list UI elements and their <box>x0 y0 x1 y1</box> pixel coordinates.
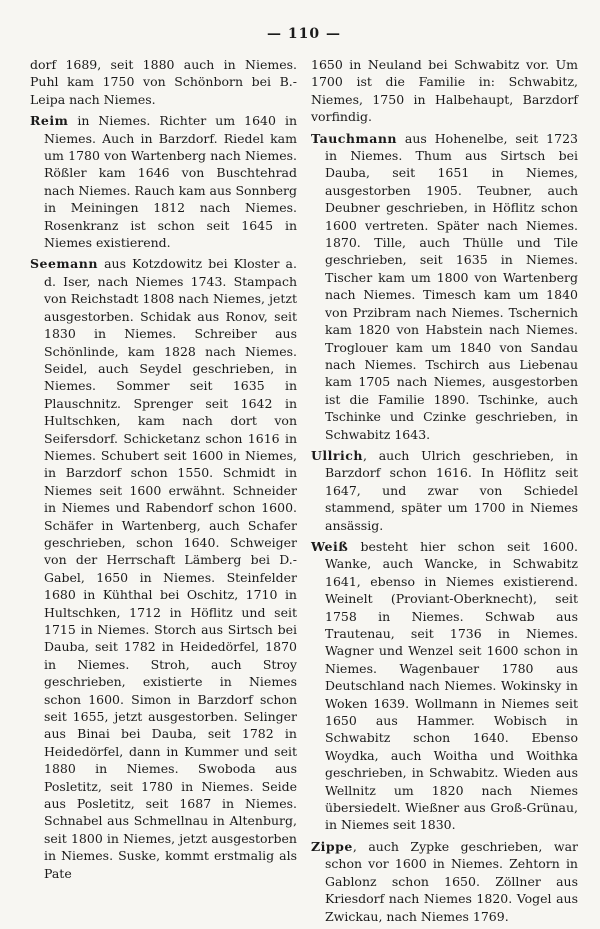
paragraph-text: dorf 1689, seit 1880 auch in Niemes. Puhl kam 1750 von Schönborn bei B.-Leipa nach Niemes. <box>30 57 297 107</box>
paragraph-text: aus Kotzdowitz bei Kloster a. d. Iser, nach Niemes 1743. Stampach von Reichstadt 1808 nach Niemes, jetzt ausgestorben. Schidak aus Ronov, seit 1830 in Niemes. Schreiber aus Schönlinde, kam 1828 nach Niemes. Seidel, auch Seydel geschrieben, in Niemes. Sommer seit 1635 in Plauschnitz. Sprenger seit 1642 in Hultschken, kam nach dort von Seifersdorf. Schicketanz schon 1616 in Niemes. Schubert seit 1600 in Niemes, in Barzdorf schon 1550. Schmidt in Niemes seit 1600 erwähnt. Schneider in Niemes und Rabendorf schon 1600. Schäfer in Wartenberg, auch Schafer geschrieben, schon 1640. Schweiger von der Herrschaft Lämberg bei D.-Gabel, 1650 in Niemes. Steinfelder 1680 in Kühthal bei Oschitz, 1710 in Hultschken, 1712 in Höflitz und seit 1715 in Niemes. Storch aus Sirtsch bei Dauba, seit 1782 in Heidedörfel, 1870 in Niemes. Stroh, auch Stroy geschrieben, existierte in Niemes schon 1600. Simon in Barzdorf schon seit 1655, jetzt ausgestorben. Selinger aus Binai bei Dauba, seit 1782 in Heidedörfel, dann in Kummer und seit 1880 in Niemes. Swoboda aus Posletitz, seit 1780 in Niemes. Seide aus Posletitz, seit 1687 in Niemes. Schnabel aus Schmellnau in Altenburg, seit 1800 in Niemes, jetzt ausgestorben in Niemes. Suske, kommt erstmalig als Pate <box>44 256 297 881</box>
paragraph-text: 1650 in Neuland bei Schwabitz vor. Um 1700 ist die Familie in: Schwabitz, Niemes, 1750 in Halbehaupt, Barzdorf vorfindig. <box>311 57 578 125</box>
paragraph-text: , auch Ulrich geschrieben, in Barzdorf schon 1616. In Höflitz seit 1647, und zwar von Schiedel stammend, später um 1700 in Niemes ansässig. <box>325 447 578 533</box>
paragraph-text: in Niemes. Richter um 1640 in Niemes. Auch in Barzdorf. Riedel kam um 1780 von Wartenberg nach Niemes. Rößler kam 1646 von Buschtehrad nach Niemes. Rauch kam aus Sonnberg in Meiningen 1812 nach Niemes. Rosenkranz ist schon seit 1645 in Niemes existierend. <box>44 113 298 251</box>
paragraph-text: aus Hohenelbe, seit 1723 in Niemes. Thum aus Sirtsch bei Dauba, seit 1651 in Niemes, ausgestorben 1905. Teubner, auch Deubner geschrieben, in Höflitz schon 1600 vertreten. Später nach Niemes. 1870. Tille, auch Thülle und Tile geschrieben, seit 1635 in Niemes. Tischer kam um 1800 von Wartenberg nach Niemes. Timesch kam um 1840 von Przibram nach Niemes. Tschernich kam 1820 von Habstein nach Niemes. Troglouer kam um 1840 von Sandau nach Niemes. Tschirch aus Liebenau kam 1705 nach Niemes, ausgestorben ist die Familie 1890. Tschinke, auch Tschinke und Czinke geschrieben, in Schwabitz 1643. <box>325 130 578 442</box>
paragraph-text: besteht hier schon seit 1600. Wanke, auch Wancke, in Schwabitz 1641, ebenso in Niemes existierend. Weinelt (Proviant-Oberknecht), seit 1758 in Niemes. Schwab aus Trautenau, seit 1736 in Niemes. Wagner und Wenzel seit 1600 schon in Niemes. Wagenbauer 1780 aus Deutschland nach Niemes. Wokinsky in Woken 1639. Wollmann in Niemes seit 1650 aus Hammer. Wobisch in Schwabitz schon 1640. Ebenso Woydka, auch Woitha und Woithka geschrieben, in Schwabitz. Wieden aus Wellnitz um 1820 nach Niemes übersiedelt. Wießner aus Groß-Grünau, in Niemes seit 1830. <box>325 538 578 833</box>
entry-lead-name: Tauchmann <box>311 130 397 146</box>
entry-lead-name: Zippe <box>311 838 353 854</box>
entry-lead-name: Seemann <box>30 256 98 272</box>
paragraph <box>311 538 578 834</box>
paragraph <box>311 447 578 534</box>
paragraph <box>311 130 578 443</box>
paragraph <box>30 255 297 882</box>
paragraph <box>311 838 578 925</box>
page-number: — 110 — <box>267 26 341 42</box>
entry-lead-name: Ullrich <box>311 447 363 463</box>
paragraph <box>30 112 297 251</box>
entry-lead-name: Weiß <box>311 538 349 554</box>
right-column <box>311 56 578 929</box>
paragraph <box>30 56 297 108</box>
left-column <box>30 56 297 929</box>
paragraph <box>311 56 578 126</box>
paragraph-text: , auch Zypke geschrieben, war schon vor 1600 in Niemes. Zehtorn in Gablonz schon 1650. Zöllner aus Kriesdorf nach Niemes 1820. Vogel aus Zwickau, nach Niemes 1769. <box>325 838 578 924</box>
entry-lead-name: Reim <box>30 113 69 129</box>
text-columns <box>30 56 578 929</box>
